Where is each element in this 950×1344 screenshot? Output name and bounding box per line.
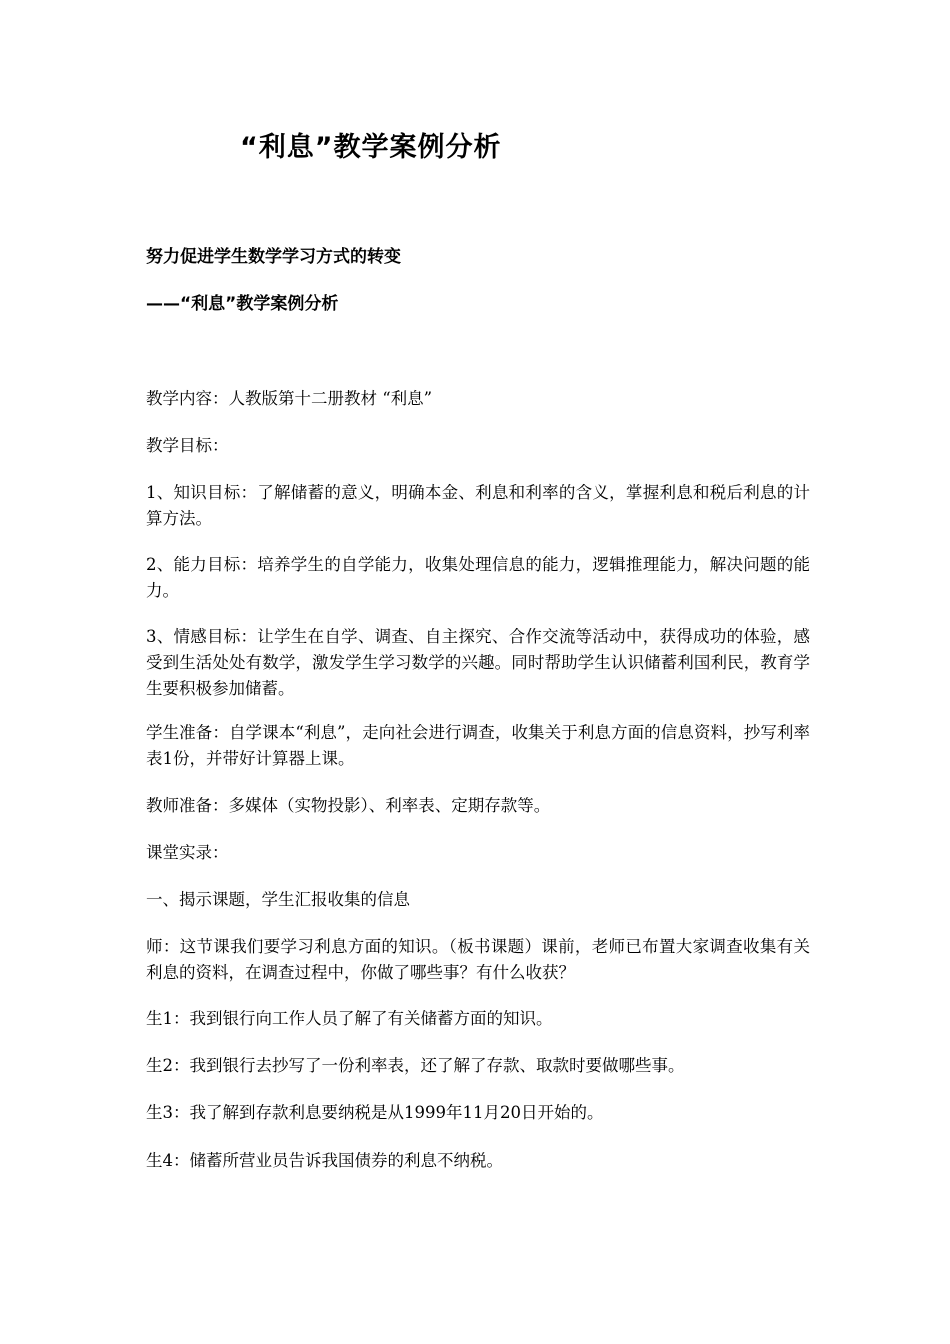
paragraph-student-1: 生1：我到银行向工作人员了解了有关储蓄方面的知识。	[146, 1009, 553, 1028]
paragraph-teaching-content: 教学内容：人教版第十二册教材 “利息”	[146, 389, 433, 408]
paragraph-student-3: 生3：我了解到存款利息要纳税是从1999年11月20日开始的。	[146, 1103, 604, 1122]
paragraph-student-2: 生2：我到银行去抄写了一份利率表，还了解了存款、取款时要做哪些事。	[146, 1056, 685, 1075]
article-heading: 努力促进学生数学学习方式的转变	[146, 247, 401, 267]
document-title: “利息”教学案例分析	[240, 132, 502, 163]
paragraph-ability-goal: 2、能力目标：培养学生的自学能力，收集处理信息的能力，逻辑推理能力，解决问题的能力。	[146, 555, 810, 600]
paragraph-teaching-goals: 教学目标：	[146, 436, 229, 455]
paragraph-section-one: 一、揭示课题，学生汇报收集的信息	[146, 890, 410, 909]
paragraph-teacher-prep: 教师准备：多媒体（实物投影）、利率表、定期存款等。	[146, 796, 551, 815]
paragraph-knowledge-goal: 1、知识目标：了解储蓄的意义，明确本金、利息和利率的含义，掌握利息和税后利息的计算方法。	[146, 483, 810, 528]
paragraph-student-4: 生4：储蓄所营业员告诉我国债券的利息不纳税。	[146, 1151, 503, 1170]
paragraph-class-record: 课堂实录：	[146, 843, 229, 862]
paragraph-student-prep: 学生准备：自学课本“利息”，走向社会进行调查，收集关于利息方面的信息资料，抄写利率表1份，并带好计算器上课。	[146, 723, 810, 768]
paragraph-teacher-question: 师：这节课我们要学习利息方面的知识。（板书课题）课前，老师已布置大家调查收集有关利息的资料，在调查过程中，你做了哪些事？有什么收获？	[146, 937, 810, 982]
paragraph-emotion-goal: 3、情感目标：让学生在自学、调查、自主探究、合作交流等活动中，获得成功的体验，感受到生活处处有数学，激发学生学习数学的兴趣。同时帮助学生认识储蓄利国利民，教育学生要积极参加储蓄。	[146, 627, 810, 698]
article-subheading: ——“利息”教学案例分析	[146, 294, 339, 314]
